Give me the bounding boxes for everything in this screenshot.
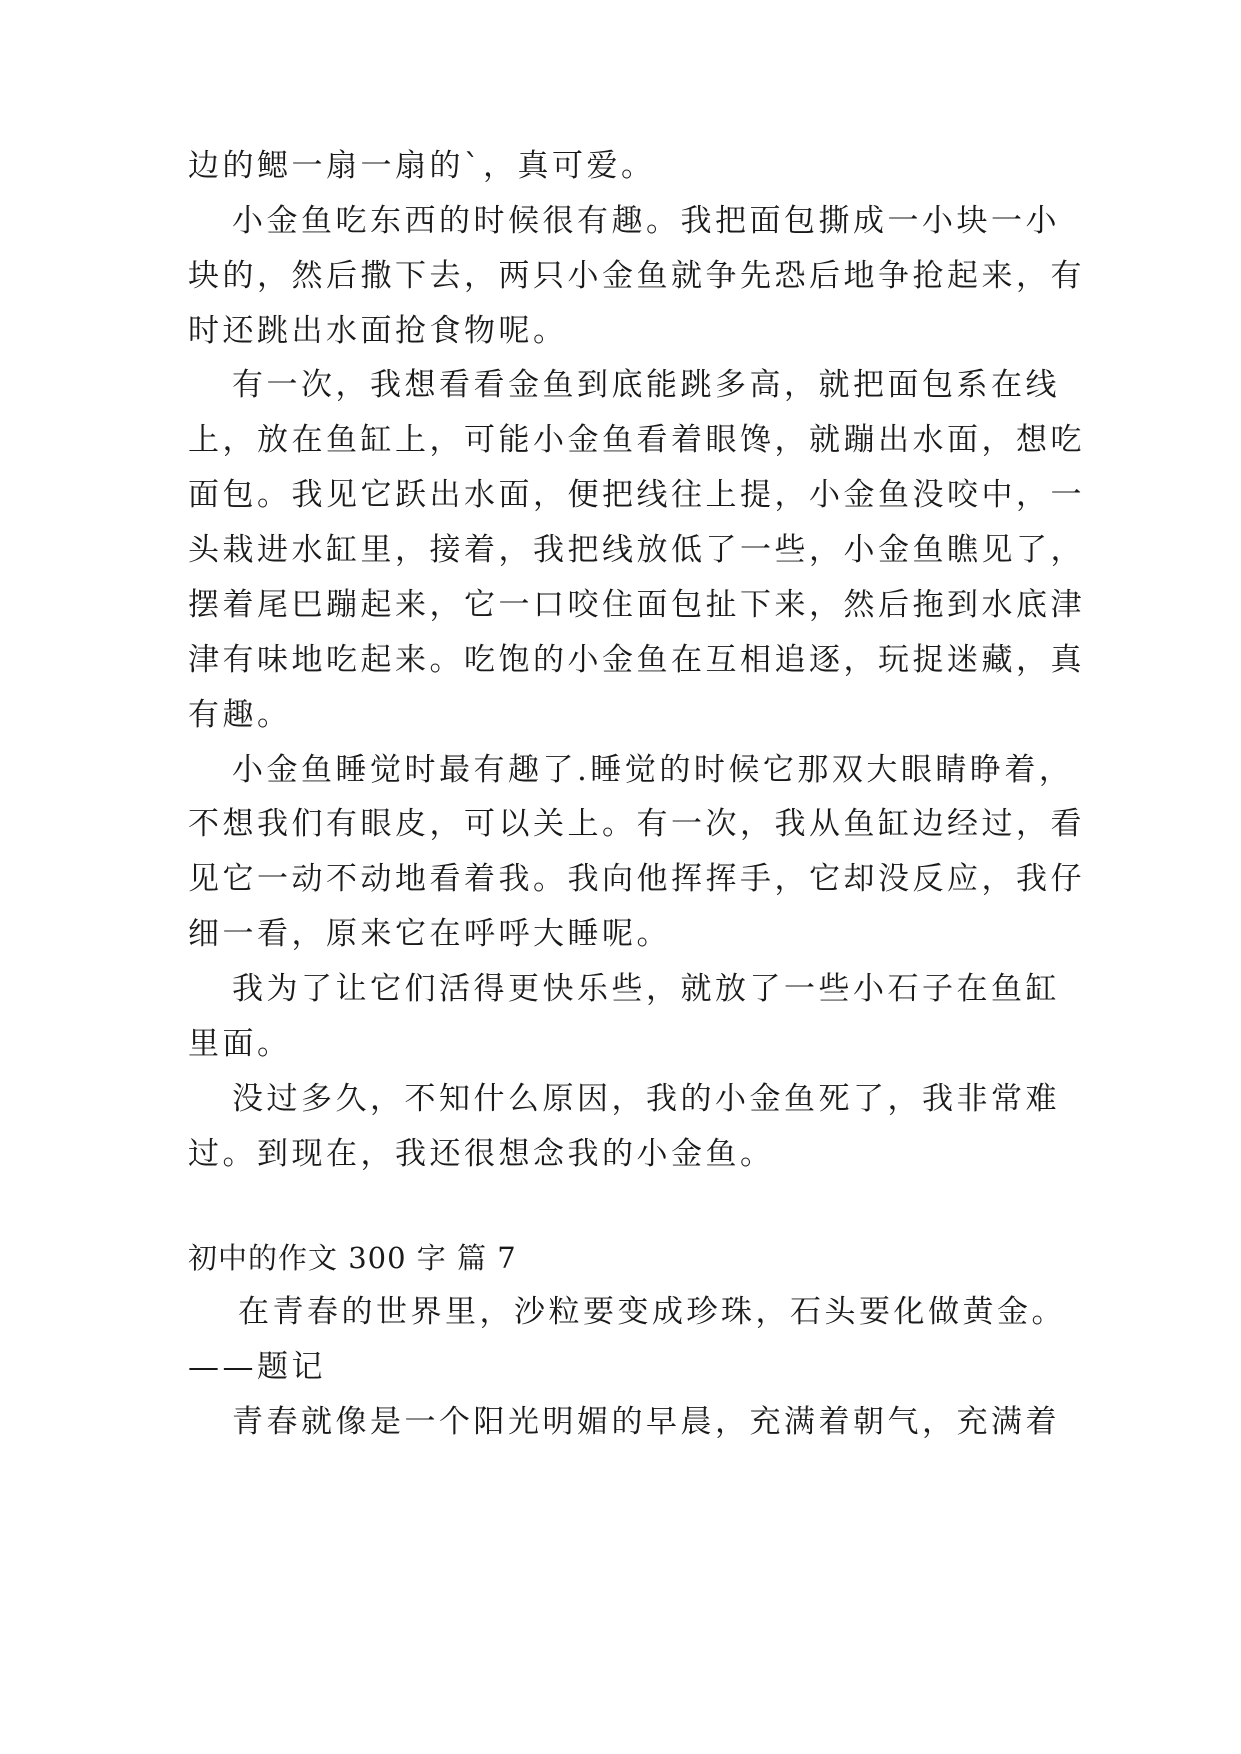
text-line: 上，放在鱼缸上，可能小金鱼看着眼馋，就蹦出水面，想吃 bbox=[188, 422, 1085, 458]
text-line: 津有味地吃起来。吃饱的小金鱼在互相追逐，玩捉迷藏，真 bbox=[188, 642, 1085, 678]
text-line: 时还跳出水面抢食物呢。 bbox=[188, 313, 568, 349]
epigraph-attribution: ——题记 bbox=[188, 1349, 326, 1385]
text-line: 头栽进水缸里，接着，我把线放低了一些，小金鱼瞧见了， bbox=[188, 532, 1085, 568]
paragraph-start-line: 有一次，我想看看金鱼到底能跳多高，就把面包系在线 bbox=[232, 367, 1060, 403]
text-line: 见它一动不动地看着我。我向他挥挥手，它却没反应，我仔 bbox=[188, 861, 1085, 897]
paragraph-start-line: 小金鱼吃东西的时候很有趣。我把面包撕成一小块一小 bbox=[232, 203, 1060, 239]
text-line: 摆着尾巴蹦起来，它一口咬住面包扯下来，然后拖到水底津 bbox=[188, 587, 1085, 623]
text-line: 有趣。 bbox=[188, 697, 292, 733]
paragraph-start-line: 没过多久，不知什么原因，我的小金鱼死了，我非常难 bbox=[232, 1081, 1060, 1117]
text-line: 块的，然后撒下去，两只小金鱼就争先恐后地争抢起来，有 bbox=[188, 258, 1085, 294]
text-line: 不想我们有眼皮，可以关上。有一次，我从鱼缸边经过，看 bbox=[188, 806, 1085, 842]
text-line: 里面。 bbox=[188, 1026, 292, 1062]
section-title: 初中的作文 300 字 篇 7 bbox=[188, 1241, 517, 1275]
epigraph-text: 在青春的世界里，沙粒要变成珍珠，石头要化做黄金。 bbox=[238, 1294, 1066, 1330]
paragraph-start-line: 我为了让它们活得更快乐些，就放了一些小石子在鱼缸 bbox=[232, 971, 1060, 1007]
paragraph-start-line: 青春就像是一个阳光明媚的早晨，充满着朝气，充满着 bbox=[232, 1404, 1060, 1440]
text-line: 细一看，原来它在呼呼大睡呢。 bbox=[188, 916, 671, 952]
paragraph-start-line: 小金鱼睡觉时最有趣了.睡觉的时候它那双大眼睛睁着， bbox=[232, 752, 1074, 788]
text-line: 面包。我见它跃出水面，便把线往上提，小金鱼没咬中，一 bbox=[188, 477, 1085, 513]
text-line: 过。到现在，我还很想念我的小金鱼。 bbox=[188, 1136, 775, 1172]
text-line: 边的鳃一扇一扇的`，真可爱。 bbox=[188, 148, 656, 184]
